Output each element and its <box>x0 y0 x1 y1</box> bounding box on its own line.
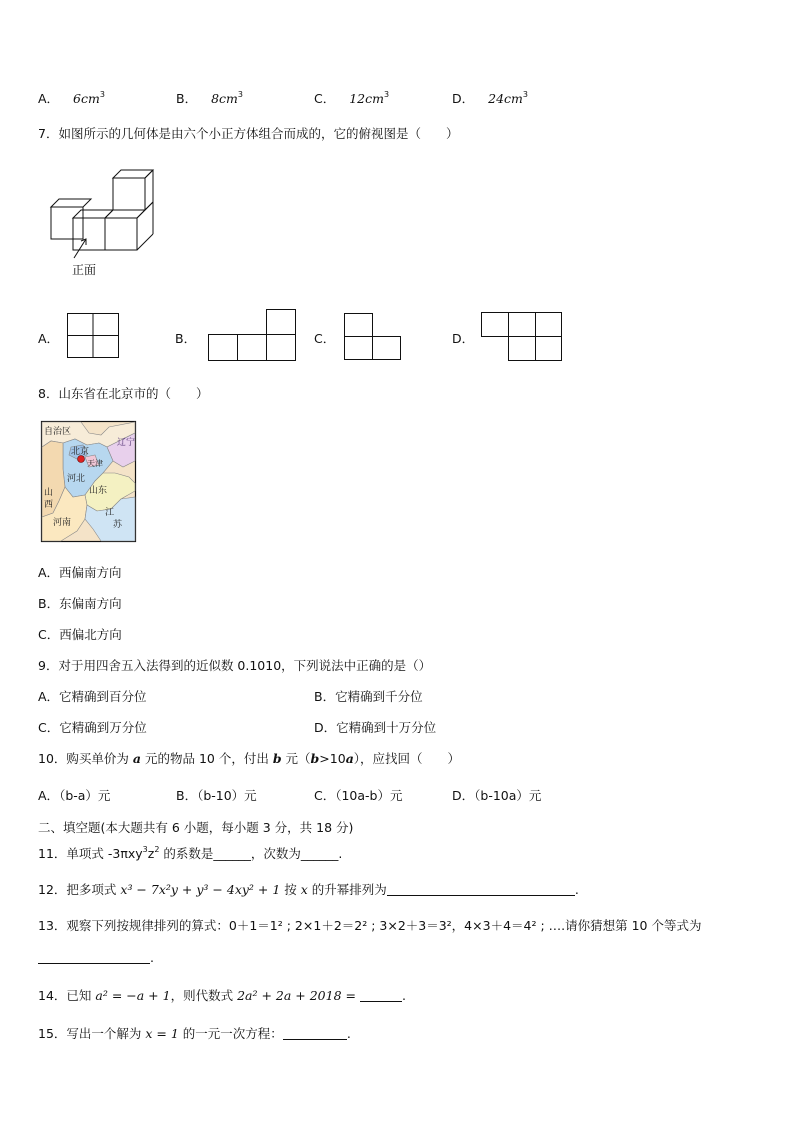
q12-answer-blank[interactable] <box>387 883 575 896</box>
q10-option-b[interactable]: B．（b-10）元 <box>176 788 257 803</box>
q8-stem: 8．山东省在北京市的（ ） <box>38 386 209 401</box>
q10-option-d[interactable]: D．（b-10a）元 <box>452 788 542 803</box>
q7-stem: 7．如图所示的几何体是由六个小正方体组合而成的，它的俯视图是（ ） <box>38 126 459 141</box>
q7-option-c-label[interactable]: C． <box>314 331 336 346</box>
q7-option-b-figure <box>208 309 298 361</box>
map-label-shandong: 山东 <box>89 486 108 496</box>
q7-option-a-figure <box>67 313 119 359</box>
map-label-jiangsu-a: 江 <box>105 508 115 518</box>
q10-option-c[interactable]: C．（10a-b）元 <box>314 788 403 803</box>
map-label-jiangsu-b: 苏 <box>113 520 123 530</box>
map-label-henan: 河南 <box>53 518 72 528</box>
q15-text: 15．写出一个解为 x = 1 的一元一次方程： . <box>38 1026 351 1041</box>
q8-map <box>41 421 136 542</box>
map-label-zizhiqu: 自治区 <box>44 427 72 437</box>
q7-front-label: 正面 <box>72 263 97 277</box>
map-label-xi: 西 <box>44 500 54 510</box>
section-2-heading: 二、填空题(本大题共有 6 小题，每小题 3 分，共 18 分) <box>38 820 354 835</box>
q7-cube-figure <box>48 166 168 281</box>
q13-answer-line: . <box>38 950 154 965</box>
q7-option-b-label[interactable]: B． <box>175 331 197 346</box>
q11-text: 11．单项式 $-3\pi xy^3z^2$ 的系数是______，次数为______. <box>38 845 343 861</box>
q7-option-a-label[interactable]: A． <box>38 331 60 346</box>
map-label-tianjin: 天津 <box>87 459 103 468</box>
q6-option-d[interactable]: D． $24cm^3$ <box>452 90 528 106</box>
q13-answer-blank[interactable] <box>38 951 150 964</box>
q10-stem: 10．购买单价为 a 元的物品 10 个，付出 b 元（b>10a），应找回（ ） <box>38 751 461 766</box>
q7-option-c-figure <box>344 313 402 361</box>
q14-answer-blank[interactable] <box>360 989 402 1002</box>
map-label-beijing: 北京 <box>71 447 90 457</box>
q10-option-a[interactable]: A．（b-a）元 <box>38 788 111 803</box>
map-label-shan: 山 <box>44 488 54 498</box>
q9-option-a[interactable]: A．它精确到百分位 <box>38 689 147 704</box>
q14-text: 14．已知 a² = −a + 1，则代数式 2a² + 2a + 2018 = . <box>38 988 406 1003</box>
q8-option-c[interactable]: C．西偏北方向 <box>38 627 122 642</box>
q6-option-b[interactable]: B． $8cm^3$ <box>176 90 243 106</box>
map-label-hebei: 河北 <box>67 474 86 484</box>
q9-option-c[interactable]: C．它精确到万分位 <box>38 720 147 735</box>
q8-option-a[interactable]: A．西偏南方向 <box>38 565 122 580</box>
q7-option-d-figure <box>481 312 563 362</box>
q13-text: 13．观察下列按规律排列的算式：0＋1＝1² ; 2×1＋2＝2² ; 3×2＋3＝3²，4×3＋4＝4² ; ….请你猜想第 10 个等式为 <box>38 918 702 933</box>
q9-stem: 9．对于用四舍五入法得到的近似数 0.1010，下列说法中正确的是（） <box>38 658 432 673</box>
q7-option-d-label[interactable]: D． <box>452 331 475 346</box>
q6-option-a[interactable]: A． $6cm^3$ <box>38 90 105 106</box>
q15-answer-blank[interactable] <box>283 1027 347 1040</box>
q9-option-d[interactable]: D．它精确到十万分位 <box>314 720 437 735</box>
q9-option-b[interactable]: B．它精确到千分位 <box>314 689 423 704</box>
q6-option-c[interactable]: C． $12cm^3$ <box>314 90 390 106</box>
q12-text: 12．把多项式 x³ − 7x²y + y³ − 4xy² + 1 按 x 的升幂排列为 . <box>38 882 579 897</box>
map-label-liaoning: 辽宁 <box>117 438 136 448</box>
q8-option-b[interactable]: B．东偏南方向 <box>38 596 122 611</box>
